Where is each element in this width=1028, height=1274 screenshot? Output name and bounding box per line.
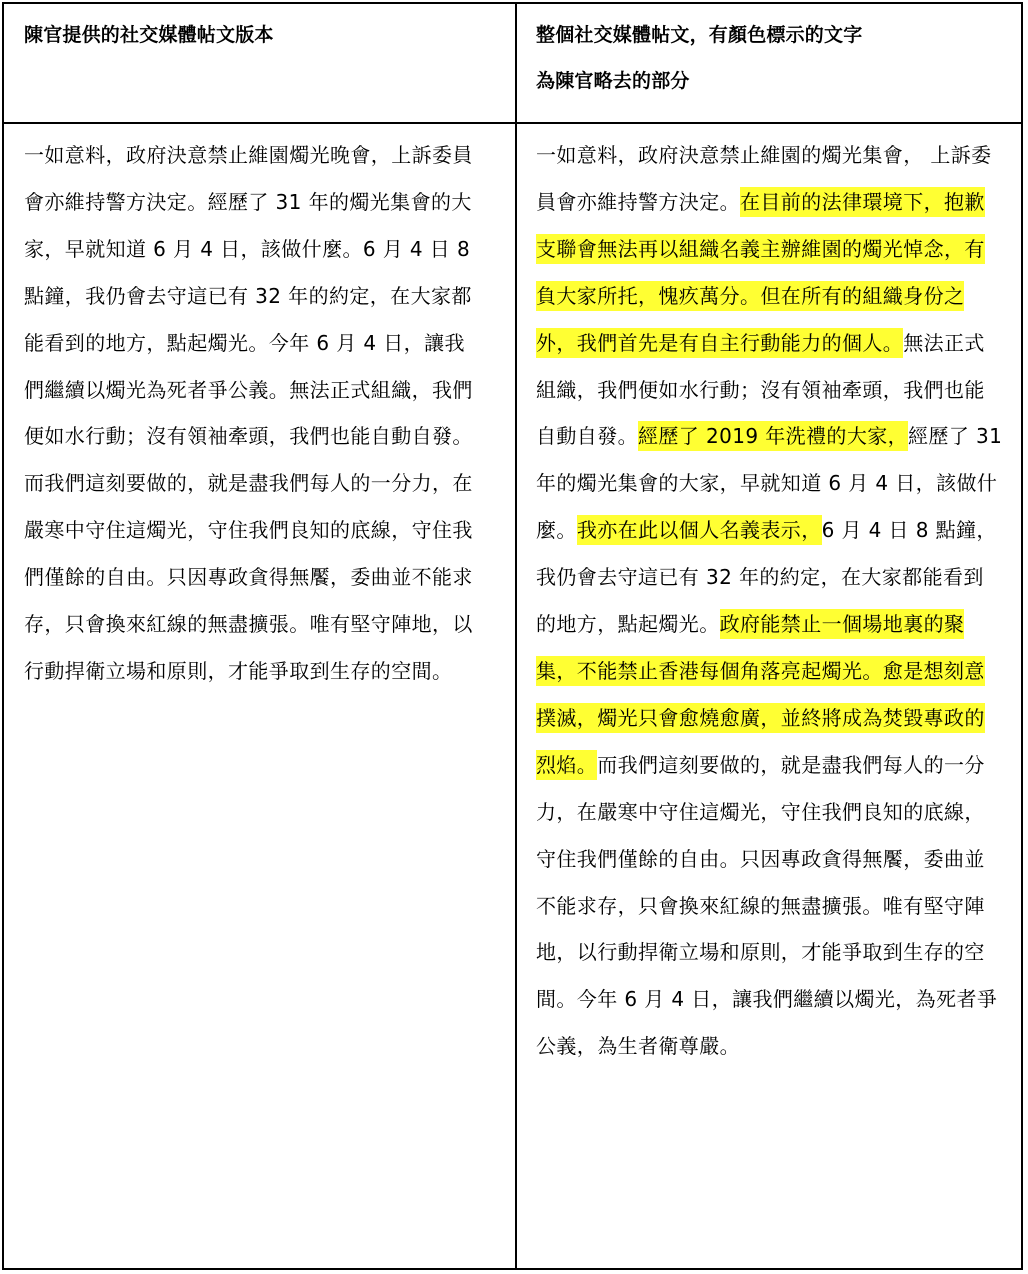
right-seg-3-highlighted: 經歷了 2019 年洗禮的大家， [638, 421, 908, 451]
column-divider [515, 4, 517, 1268]
left-post-text: 一如意料，政府決意禁止維園燭光晚會，上訴委員會亦維持警方決定。經歷了 31 年的燭光集會的大家，早就知道 6 月 4 日，該做什麼。6 月 4 日 8 點鐘，我仍會去守這已有 32 年的約定，在大家都能看到的地方，點起燭光。今年 6 月 4 日，讓我們繼續以燭光為死者爭公義。無法正式組織，我們便如水行動；沒有領袖牽頭，我們也能自動自發。而我們這刻要做的，就是盡我們每人的一分力，在嚴寒中守住這燭光，守住我們良知的底線，守住我們僅餘的自由。只因專政貪得無饜，委曲並不能求存，只會換來紅線的無盡擴張。唯有堅守陣地，以行動捍衛立場和原則，才能爭取到生存的空間。 [24, 143, 473, 683]
right-seg-5-highlighted: 我亦在此以個人名義表示， [577, 515, 822, 545]
right-seg-6: 6 月 4 日 8 點鐘，我仍會去守這已有 32 年的約定，在大家都能看到的地方，點起燭光。 [536, 518, 997, 637]
header-divider [4, 122, 1021, 124]
right-body-cell [536, 132, 1004, 1070]
header-right-line1: 整個社交媒體帖文，有顏色標示的文字 [536, 24, 863, 46]
left-body-cell [24, 132, 474, 695]
header-left-text: 陳官提供的社交媒體帖文版本 [24, 24, 274, 46]
right-seg-0: 一如意料，政府決意禁止維園的燭光集會， 上訴委員會亦維持警方決定。 [536, 143, 992, 214]
right-seg-8: 而我們這刻要做的，就是盡我們每人的一分力，在嚴寒中守住這燭光，守住我們良知的底線，守住我們僅餘的自由。只因專政貪得無饜，委曲並不能求存，只會換來紅線的無盡擴張。唯有堅守陣地，以行動捍衛立場和原則，才能爭取到生存的空間。今年 6 月 4 日，讓我們繼續以燭光，為死者爭公義，為生者衛尊嚴。 [536, 752, 998, 1059]
comparison-table [2, 2, 1023, 1270]
header-right-line2: 為陳官略去的部分 [536, 70, 690, 92]
right-seg-2: 無法正式組織，我們便如水行動；沒有領袖牽頭，我們也能自動自發。 [536, 330, 985, 449]
right-seg-7-highlighted: 政府能禁止一個場地裏的聚集，不能禁止香港每個角落亮起燭光。愈是想刻意撲滅，燭光只會愈燒愈廣，並終將成為焚毀專政的烈焰。 [536, 609, 985, 780]
right-seg-4: 經歷了 31 年的燭光集會的大家，早就知道 6 月 4 日，該做什麼。 [536, 424, 1003, 543]
header-right-cell [536, 12, 1006, 104]
header-left-cell [24, 12, 494, 58]
right-seg-1-highlighted: 在目前的法律環境下，抱歉支聯會無法再以組織名義主辦維園的燭光悼念，有負大家所托，愧疚萬分。但在所有的組織身份之外，我們首先是有自主行動能力的個人。 [536, 187, 985, 358]
